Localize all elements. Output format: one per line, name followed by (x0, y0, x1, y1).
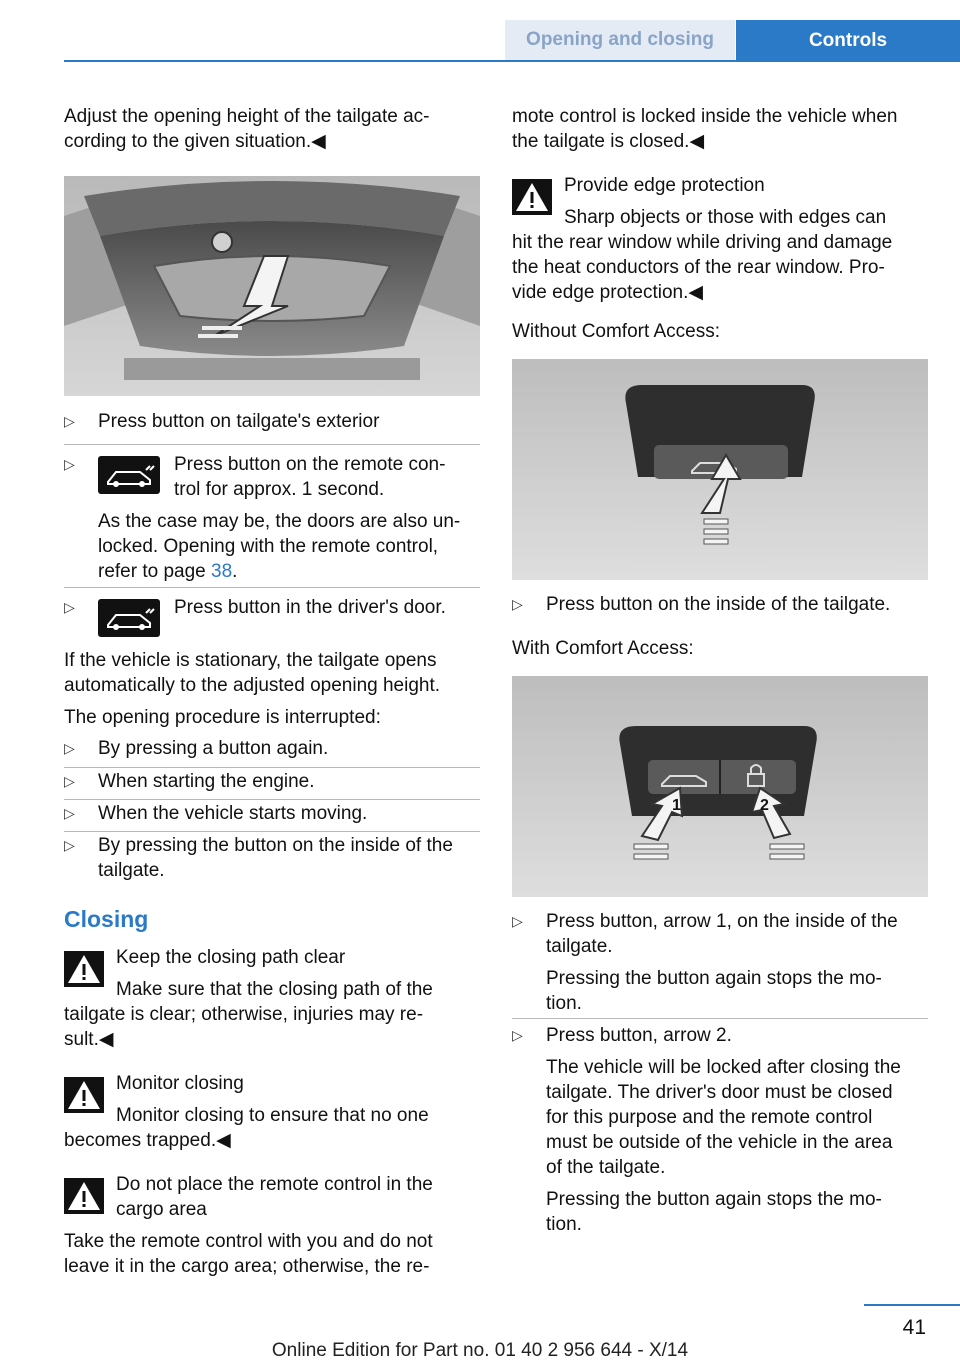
arrow-1-label: 1 (672, 797, 681, 814)
warning-title: Monitor closing (116, 1073, 244, 1094)
sub-end: . (232, 561, 238, 582)
bullet-sub-line-7: tion. (546, 1214, 582, 1235)
bullet-sub-line-1: The vehicle will be locked after closing the (546, 1057, 901, 1078)
warning-line-2: becomes trapped.◀ (64, 1130, 231, 1151)
interrupt-bullet-1 (64, 736, 480, 761)
separator (64, 767, 480, 768)
bullet-text-line-1: Press button on the remote con- (174, 454, 446, 475)
inside-button-figure (512, 359, 928, 580)
bullet-text-line-1: By pressing the button on the inside of the (98, 835, 453, 856)
warning-line-1: Make sure that the closing path of the (116, 979, 433, 1000)
bullet-text-line-1: Press button, arrow 2. (546, 1025, 732, 1046)
bullet-triangle-icon: ▷ (512, 913, 523, 929)
bullet-triangle-icon: ▷ (64, 599, 75, 615)
tailgate-key-icon (98, 599, 160, 637)
warning-title-line-1: Do not place the remote control in the (116, 1174, 433, 1195)
bullet-triangle-icon: ▷ (64, 413, 75, 429)
bullet-sub-line-4: must be outside of the vehicle in the area (546, 1132, 893, 1153)
bullet-text-line-2: trol for approx. 1 second. (174, 479, 385, 500)
separator (64, 587, 480, 588)
separator (512, 1018, 928, 1019)
header-chapter-tab: Controls (736, 20, 960, 62)
bullet-arrow-1 (512, 909, 928, 1016)
bullet-triangle-icon: ▷ (64, 773, 75, 789)
bullet-remote-button (64, 452, 480, 584)
warning-line-1: Take the remote control with you and do not (64, 1231, 433, 1252)
comfort-access-buttons-figure (512, 676, 928, 897)
bullet-sub-line-1: Pressing the button again stops the mo- (546, 968, 882, 989)
bullet-text: When starting the engine. (98, 771, 315, 792)
bullet-triangle-icon: ▷ (64, 837, 75, 853)
warning-triangle-icon (64, 1178, 104, 1214)
warning-line-2: tailgate is clear; otherwise, injuries may re- (64, 1004, 424, 1025)
intro-line-1: Adjust the opening height of the tailgate ac- (64, 106, 430, 127)
warning-title-line-2: cargo area (116, 1199, 207, 1220)
bullet-triangle-icon: ▷ (64, 805, 75, 821)
tailgate-key-icon (98, 456, 160, 494)
warning-line-4: vide edge protection.◀ (512, 282, 704, 303)
bullet-text: Press button on tailgate's exterior (98, 411, 380, 432)
footer-edition: Online Edition for Part no. 01 40 2 956 644 - X/14 (271, 1340, 689, 1361)
bullet-text-line-2: tailgate. (546, 936, 613, 957)
warning-triangle-icon (64, 951, 104, 987)
continuation-line-2: the tailgate is closed.◀ (512, 131, 705, 152)
bullet-sub-line-3 (98, 559, 480, 584)
header-rule (64, 60, 960, 62)
continuation-line-1: mote control is locked inside the vehicle when (512, 106, 898, 127)
interrupt-bullet-2 (64, 769, 480, 794)
bullet-sub-line-5: of the tailgate. (546, 1157, 666, 1178)
bullet-triangle-icon: ▷ (512, 596, 523, 612)
warning-line-3: the heat conductors of the rear window. Pro- (512, 257, 885, 278)
bullet-arrow-2 (512, 1023, 928, 1237)
bullet-sub-line-2: locked. Opening with the remote control, (98, 536, 439, 557)
bullet-sub-line-3: for this purpose and the remote control (546, 1107, 873, 1128)
page-number: 41 (902, 1316, 926, 1339)
stationary-line-2: automatically to the adjusted opening height. (64, 675, 441, 696)
bullet-triangle-icon: ▷ (64, 456, 75, 472)
stationary-line-1: If the vehicle is stationary, the tailgate opens (64, 650, 437, 671)
bullet-text: By pressing a button again. (98, 738, 329, 759)
tailgate-exterior-figure (64, 176, 480, 396)
bullet-sub-line-6: Pressing the button again stops the mo- (546, 1189, 882, 1210)
separator (64, 799, 480, 800)
bullet-triangle-icon: ▷ (512, 1027, 523, 1043)
warning-line-3: sult.◀ (64, 1029, 114, 1050)
interrupt-bullet-4 (64, 833, 480, 883)
separator (64, 831, 480, 832)
bullet-inside-button (512, 592, 928, 617)
bullet-sub-line-1: As the case may be, the doors are also un- (98, 511, 461, 532)
header-section-title: Opening and closing (505, 20, 735, 60)
sub-text: refer to page (98, 561, 212, 582)
warning-line-1: Monitor closing to ensure that no one (116, 1105, 429, 1126)
bullet-sub-line-2: tion. (546, 993, 582, 1014)
footer-rule (864, 1304, 960, 1306)
bullet-text: Press button in the driver's door. (174, 597, 446, 618)
bullet-text-line-1: Press button, arrow 1, on the inside of the (546, 911, 898, 932)
separator (64, 444, 480, 445)
bullet-exterior-button (64, 409, 480, 434)
bullet-driver-door-button (64, 595, 480, 620)
intro-line-2: cording to the given situation.◀ (64, 131, 326, 152)
arrow-2-label: 2 (760, 797, 769, 814)
warning-line-2: leave it in the cargo area; otherwise, the re- (64, 1256, 430, 1277)
warning-line-1: Sharp objects or those with edges can (564, 207, 887, 228)
with-comfort-access: With Comfort Access: (512, 638, 694, 659)
interrupted-text: The opening procedure is interrupted: (64, 707, 381, 728)
warning-line-2: hit the rear window while driving and damage (512, 232, 893, 253)
warning-triangle-icon (64, 1077, 104, 1113)
bullet-sub-line-2: tailgate. The driver's door must be closed (546, 1082, 893, 1103)
warning-title: Provide edge protection (564, 175, 765, 196)
bullet-triangle-icon: ▷ (64, 740, 75, 756)
without-comfort-access: Without Comfort Access: (512, 321, 721, 342)
warning-title: Keep the closing path clear (116, 947, 346, 968)
bullet-text: Press button on the inside of the tailgate. (546, 594, 891, 615)
interrupt-bullet-3 (64, 801, 480, 826)
page-link-38[interactable]: 38 (211, 561, 233, 582)
bullet-text: When the vehicle starts moving. (98, 803, 368, 824)
closing-heading: Closing (64, 906, 149, 932)
bullet-text-line-2: tailgate. (98, 860, 165, 881)
warning-triangle-icon (512, 179, 552, 215)
